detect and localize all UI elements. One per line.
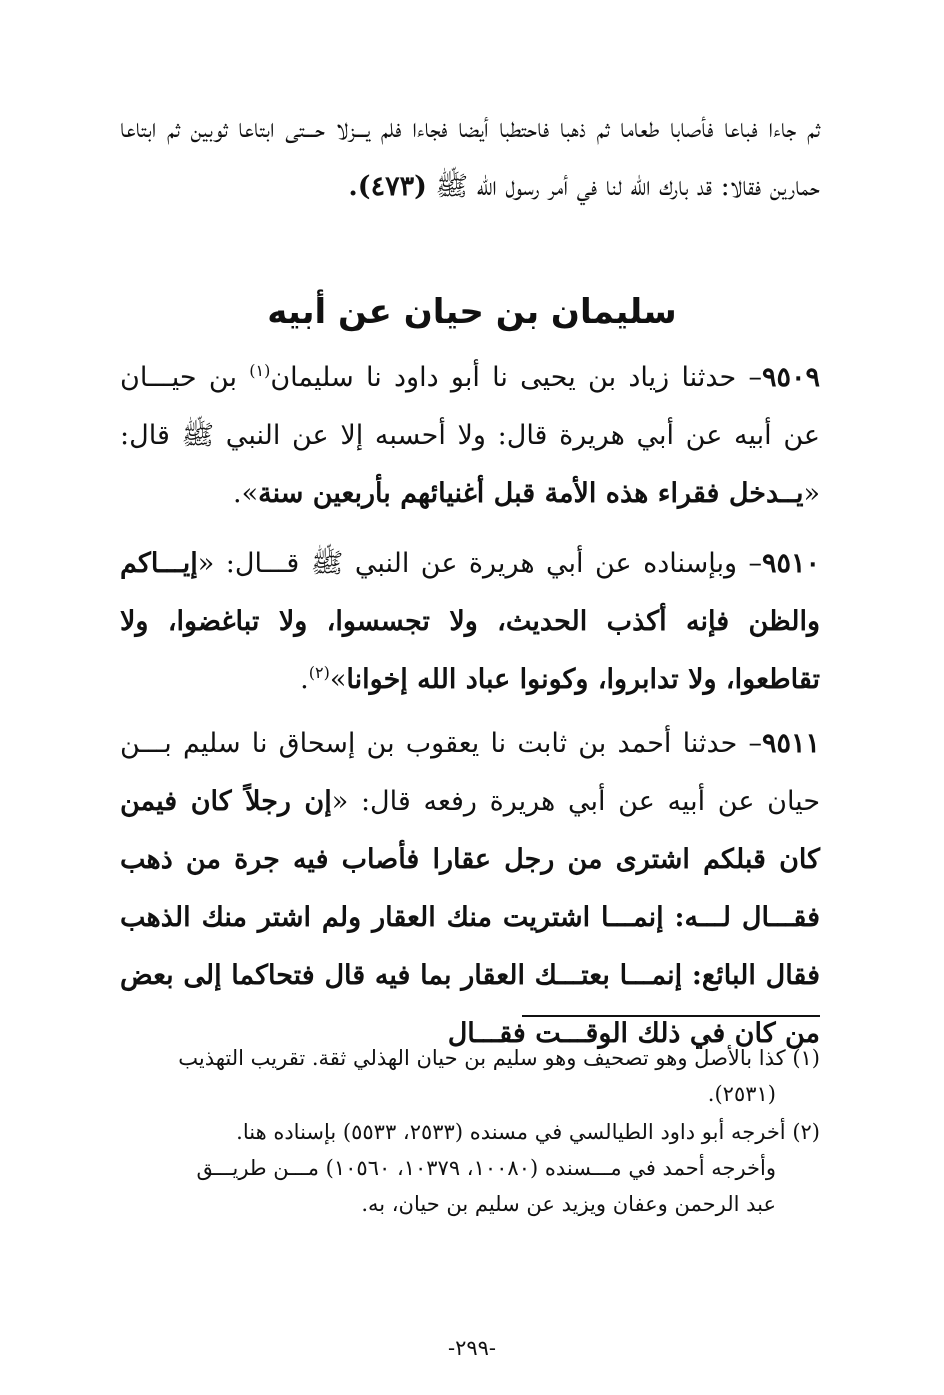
footnotes bbox=[120, 1040, 820, 1222]
hadith-number: ٩٥١١ bbox=[761, 728, 820, 759]
hadith-9511 bbox=[120, 715, 820, 1063]
hadith-matn: إيـــاكم والظن فإنه أكذب الحديث، ولا تجسسوا، ولا تباغضوا، ولا تقاطعوا، ولا تدابروا، وكونوا عباد الله إخوانا bbox=[120, 548, 820, 695]
intro-reference: (٤٧٣). bbox=[348, 171, 427, 202]
hadith-number: ٩٥١٠ bbox=[761, 548, 820, 579]
section-title: سليمان بن حيان عن أبيه bbox=[267, 292, 677, 332]
footnote-2-cont: وأخرجه أحمد في مـــسنده (١٠٠٨٠، ١٠٣٧٩، ١٠٥٦٠) مـــن طريـــق bbox=[196, 1156, 776, 1180]
hadith-end: » bbox=[329, 664, 347, 695]
page-number: -٢٩٩- bbox=[447, 1336, 497, 1360]
footnote-marker[interactable]: (٢) bbox=[308, 663, 330, 682]
hadith-matn: إن رجلاً كان فيمن كان قبلكم اشترى من رجل عقارا فأصاب فيه جرة من ذهب فقـــال لـــه: إنمـــا اشتريت منك العقار ولم اشتر منك الذهب فقال البائع: إنمـــا بعتـــك العقار بما فيه قال فتحاكما إلى بعض من كان في ذلك الوقـــت فقـــال bbox=[120, 786, 820, 1049]
hadith-9509 bbox=[120, 349, 820, 523]
footnote-marker[interactable]: (١) bbox=[249, 361, 271, 380]
hadith-tail: . bbox=[300, 664, 309, 695]
footnote-separator bbox=[522, 1015, 820, 1017]
intro-paragraph bbox=[120, 100, 820, 216]
intro-text: ثم جاءا فباعا فأصابا طعاما ثم ذهبا فاحتطبا أيضا فجاءا فلم يـــزلا حـــتى ابتاعا ثوبين ثم ابتاعا حمارين فقالا: قد بارك الله لنا في أمر رسول الله ﷺ bbox=[120, 113, 820, 202]
hadith-chain: – حدثنا زياد بن يحيى نا أبو داود نا سليمان bbox=[270, 362, 762, 393]
footnote-2: (٢) أخرجه أبو داود الطيالسي في مسنده (٢٥٣٣، ٥٥٣٣) بإسناده هنا. bbox=[236, 1120, 820, 1144]
footnote-1-cont: (٢٥٣١). bbox=[707, 1082, 776, 1106]
hadith-chain-cont: بن حيـــان عن أبيه عن أبي هريرة قال: ولا أحسبه إلا عن النبي ﷺ قال: « bbox=[120, 362, 820, 509]
footnote-1: (١) كذا بالأصل وهو تصحيف وهو سليم بن حيان الهذلي ثقة. تقريب التهذيب bbox=[178, 1046, 820, 1070]
hadith-end: ». bbox=[233, 478, 259, 509]
hadith-chain: – وبإسناده عن أبي هريرة عن النبي ﷺ قـــال: « bbox=[197, 548, 762, 579]
hadith-chain: – حدثنا أحمد بن ثابت نا يعقوب بن إسحاق نا سليم بـــن حيان عن أبيه عن أبي هريرة رفعه قال: « bbox=[120, 728, 821, 817]
hadith-number: ٩٥٠٩ bbox=[761, 362, 820, 393]
hadith-9510 bbox=[120, 535, 820, 709]
footnote-2-cont-2: عبد الرحمن وعفان ويزيد عن سليم بن حيان، به. bbox=[361, 1192, 776, 1216]
hadith-matn: يــدخل فقراء هذه الأمة قبل أغنيائهم بأربعين سنة bbox=[258, 478, 804, 509]
